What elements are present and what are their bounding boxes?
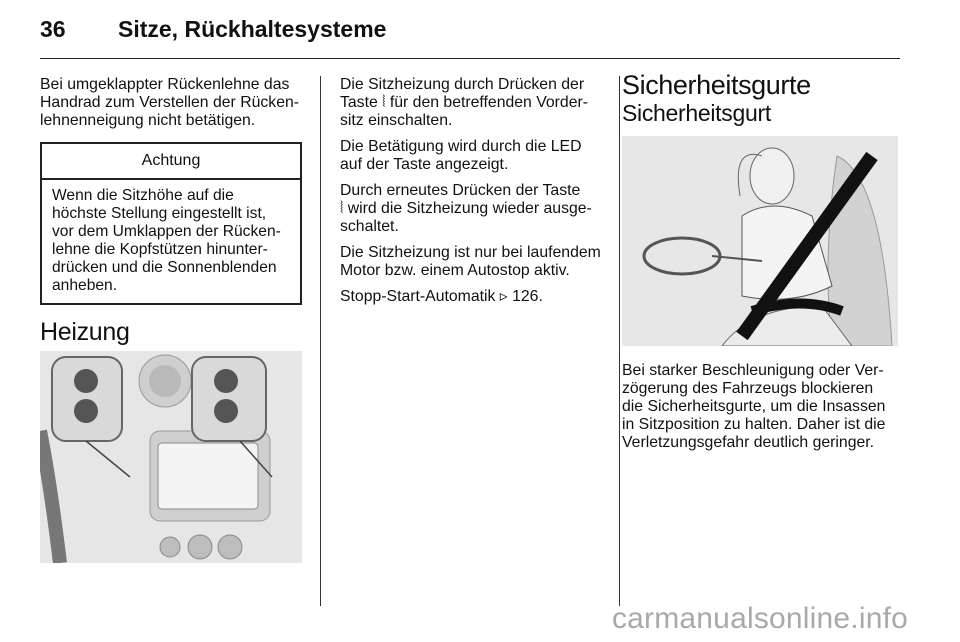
column-right — [622, 70, 900, 460]
cross-reference[interactable]: Stopp-Start-Automatik ▹ 126. — [340, 288, 543, 305]
text-line: Verletzungsgefahr deutlich geringer. — [622, 434, 875, 451]
text-line: drücken und die Sonnenblenden — [52, 259, 277, 276]
paragraph — [340, 244, 605, 280]
intro-paragraph — [40, 76, 302, 130]
seat-belt-illustration — [622, 136, 898, 346]
text-line: Taste ⦚ für den betreffenden Vorder- — [340, 94, 589, 111]
warning-body — [42, 180, 300, 303]
paragraph — [340, 76, 605, 130]
page-number: 36 — [40, 16, 66, 42]
header-divider — [40, 58, 900, 59]
heading-sicherheitsgurt: Sicherheitsgurt — [622, 100, 771, 126]
text-line: sitz einschalten. — [340, 112, 453, 129]
seat-belt-paragraph — [622, 362, 900, 452]
warning-box — [40, 142, 302, 305]
text-line: Die Betätigung wird durch die LED — [340, 138, 582, 155]
heading-sicherheitsgurte: Sicherheitsgurte — [622, 70, 811, 100]
text-line: zögerung des Fahrzeugs blockieren — [622, 380, 874, 397]
text-line: Wenn die Sitzhöhe auf die — [52, 187, 234, 204]
column-divider-2 — [619, 76, 620, 606]
column-divider-1 — [320, 76, 321, 606]
text-line: ⦚ wird die Sitzheizung wieder ausge- — [340, 200, 592, 217]
column-left — [40, 76, 302, 563]
column-middle — [340, 76, 605, 314]
text-line: Bei umgeklappter Rückenlehne das — [40, 76, 290, 93]
text-line: auf der Taste angezeigt. — [340, 156, 509, 173]
heading-heizung: Heizung — [40, 318, 130, 346]
text-line: die Sicherheitsgurte, um die Insassen — [622, 398, 886, 415]
watermark-text: carmanualsonline.info — [611, 602, 908, 635]
text-line: höchste Stellung eingestellt ist, — [52, 205, 267, 222]
text-line: vor dem Umklappen der Rücken- — [52, 223, 281, 240]
text-line: lehne die Kopfstützen hinunter- — [52, 241, 268, 258]
text-line: Handrad zum Verstellen der Rücken- — [40, 94, 300, 111]
text-line: schaltet. — [340, 218, 399, 235]
text-line: Die Sitzheizung ist nur bei laufendem — [340, 244, 601, 261]
paragraph — [340, 182, 605, 236]
seat-heating-illustration — [40, 351, 302, 563]
text-line: Die Sitzheizung durch Drücken der — [340, 76, 585, 93]
text-line: Motor bzw. einem Autostop aktiv. — [340, 262, 570, 279]
text-line: anheben. — [52, 277, 118, 294]
text-line: Bei starker Beschleunigung oder Ver- — [622, 362, 884, 379]
text-line: lehnenneigung nicht betätigen. — [40, 112, 256, 129]
paragraph — [340, 138, 605, 174]
text-line: in Sitzposition zu halten. Daher ist die — [622, 416, 886, 433]
section-title: Sitze, Rückhaltesysteme — [118, 16, 387, 42]
page-header — [40, 14, 900, 48]
text-line: Durch erneutes Drücken der Taste — [340, 182, 581, 199]
warning-title: Achtung — [42, 144, 300, 180]
